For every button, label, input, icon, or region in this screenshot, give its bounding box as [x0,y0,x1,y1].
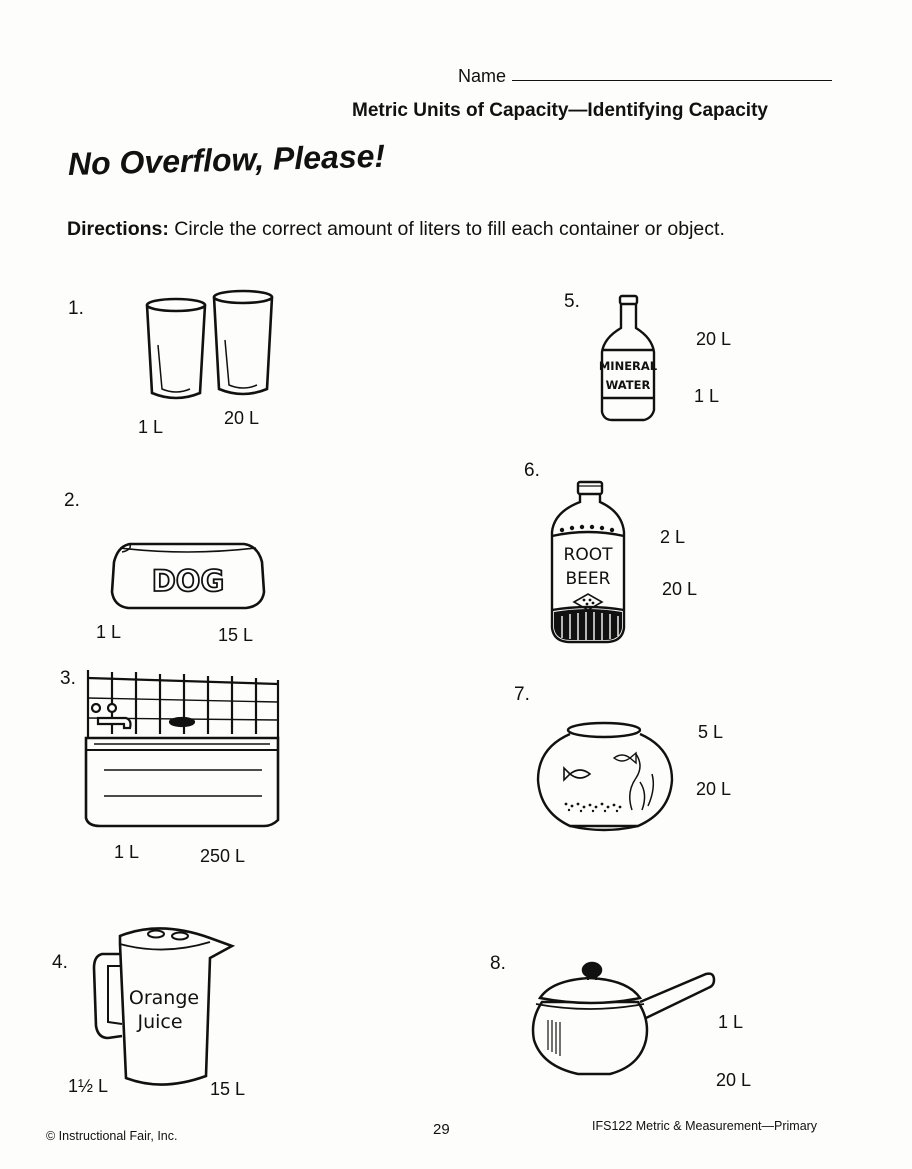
glasses-illustration [140,285,280,405]
item-number: 1. [68,298,84,319]
bottle-label-line2: BEER [565,569,611,589]
copyright-notice: © Instructional Fair, Inc. [46,1129,178,1143]
option-1l[interactable]: 1 L [138,417,164,437]
juice-pitcher-illustration [90,916,238,1092]
mineral-water-bottle-illustration [598,294,658,426]
root-beer-bottle-illustration [548,478,628,646]
name-label: Name [458,66,507,86]
worksheet-title: No Overflow, Please! [67,137,386,182]
item-number: 6. [524,460,540,481]
option-1l[interactable]: 1 L [96,622,122,642]
option-2l[interactable]: 2 L [660,527,686,547]
option-20l[interactable]: 20 L [696,779,732,799]
option-1l[interactable]: 1 L [694,386,720,406]
option-1l[interactable]: 1 L [718,1012,744,1032]
dog-bowl-illustration [108,538,268,618]
name-input-line[interactable] [512,80,832,81]
option-5l[interactable]: 5 L [698,722,724,742]
page-number: 29 [433,1121,450,1138]
saucepan-illustration [528,958,718,1082]
book-title: IFS122 Metric & Measurement—Primary [592,1119,818,1133]
option-250l[interactable]: 250 L [200,846,246,866]
directions-label: Directions: [67,218,169,240]
option-20l[interactable]: 20 L [662,579,698,599]
option-15l[interactable]: 15 L [210,1079,246,1099]
bottle-label-line2: WATER [605,378,651,392]
pitcher-label-line2: Juice [137,1011,183,1033]
bottle-label-line1: ROOT [563,545,613,565]
item-number: 7. [514,684,530,705]
pitcher-label-line1: Orange [128,987,200,1009]
option-15l[interactable]: 15 L [218,625,254,645]
bowl-label: DOG [151,564,225,598]
directions [67,218,725,241]
option-20l[interactable]: 20 L [696,329,732,349]
worksheet-subtitle: Metric Units of Capacity—Identifying Capacity [352,100,768,121]
option-20l[interactable]: 20 L [224,408,260,428]
item-number: 2. [64,490,80,511]
item-number: 4. [52,952,68,973]
item-number: 3. [60,668,76,689]
bathtub-illustration [82,668,284,834]
option-1-half-l[interactable]: 1½ L [68,1076,109,1096]
directions-text: Circle the correct amount of liters to fill each container or object. [174,218,725,240]
option-20l[interactable]: 20 L [716,1070,752,1090]
option-1l[interactable]: 1 L [114,842,140,862]
item-number: 5. [564,291,580,312]
item-number: 8. [490,953,506,974]
fish-bowl-illustration [536,718,676,834]
bottle-label-line1: MINERAL [598,359,658,373]
